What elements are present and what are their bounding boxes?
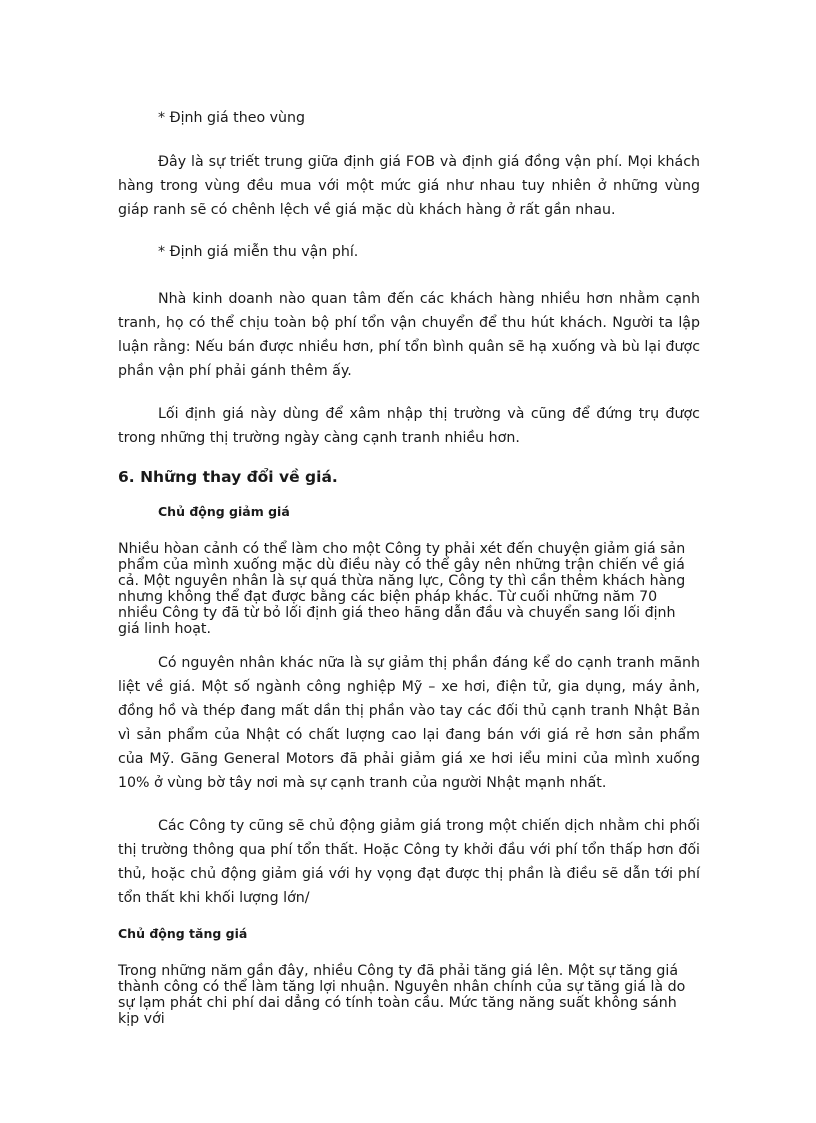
price-cut-paragraph-2: Có nguyên nhân khác nữa là sự giảm thị phần đáng kể do cạnh tranh mãnh liệt về giá. Một số ngành công nghiệp Mỹ – xe hơi, điện tử, gia dụng, máy ảnh, đồng hồ và thép đang mất dần thị phần vào tay các đối thủ cạnh tranh Nhật Bản vì sản phẩm của Nhật có chất lượng cao lại đang bán với giá rẻ hơn sản phẩm của Mỹ. Gãng General Motors đã phải giảm giá xe hơi iểu mini của mình xuống 10% ở vùng bờ tây nơi mà sự cạnh tranh của người Nhật mạnh nhất. — [118, 655, 700, 791]
free-freight-heading: * Định giá miễn thu vận phí. — [158, 244, 359, 260]
zone-pricing-heading: * Định giá theo vùng — [158, 110, 306, 126]
subheading-price-cut: Chủ động giảm giá — [158, 504, 290, 519]
subheading-price-raise: Chủ động tăng giá — [118, 926, 248, 941]
free-freight-paragraph-1: Nhà kinh doanh nào quan tâm đến các khách hàng nhiều hơn nhằm cạnh tranh, họ có thể chịu toàn bộ phí tổn vận chuyển để thu hút khách. Người ta lập luận rằng: Nếu bán được nhiều hơn, phí tổn bình quân sẽ hạ xuống và bù lại được phần vận phí phải gánh thêm ấy. — [118, 291, 700, 379]
price-cut-paragraph-1: Nhiều hòan cảnh có thể làm cho một Công ty phải xét đến chuyện giảm giá sản phẩm của mình xuống mặc dù điều này có thể gây nên những trận chiến về giá cả. Một nguyên nhân là sự quá thừa năng lực, Công ty thì cần thêm khách hàng nhưng không thể đạt được bằng các biện pháp khác. Từ cuối những năm 70 nhiều Công ty đã từ bỏ lối định giá theo hãng dẫn đầu và chuyển sang lối định giá linh hoạt. — [118, 541, 686, 637]
free-freight-paragraph-2: Lối định giá này dùng để xâm nhập thị trường và cũng để đứng trụ được trong những thị trường ngày càng cạnh tranh nhiều hơn. — [118, 406, 700, 446]
price-cut-paragraph-3: Các Công ty cũng sẽ chủ động giảm giá trong một chiến dịch nhằm chi phối thị trường thông qua phí tổn thất. Hoặc Công ty khởi đầu với phí tổn thấp hơn đối thủ, hoặc chủ động giảm giá với hy vọng đạt được thị phần là điều sẽ dẫn tới phí tổn thất khi khối lượng lớn/ — [118, 818, 700, 906]
price-raise-paragraph: Trong những năm gần đây, nhiều Công ty đã phải tăng giá lên. Một sự tăng giá thành công có thể làm tăng lợi nhuận. Nguyên nhân chính của sự tăng giá là do sự lạm phát chi phí dai dẳng có tính toàn cầu. Mức tăng năng suất không sánh kịp với — [118, 963, 686, 1027]
zone-pricing-paragraph: Đây là sự triết trung giữa định giá FOB và định giá đồng vận phí. Mọi khách hàng trong vùng đều mua với một mức giá như nhau tuy nhiên ở những vùng giáp ranh sẽ có chênh lệch về giá mặc dù khách hàng ở rất gần nhau. — [118, 154, 700, 218]
section-heading-price-changes: 6. Những thay đổi về giá. — [118, 468, 338, 486]
